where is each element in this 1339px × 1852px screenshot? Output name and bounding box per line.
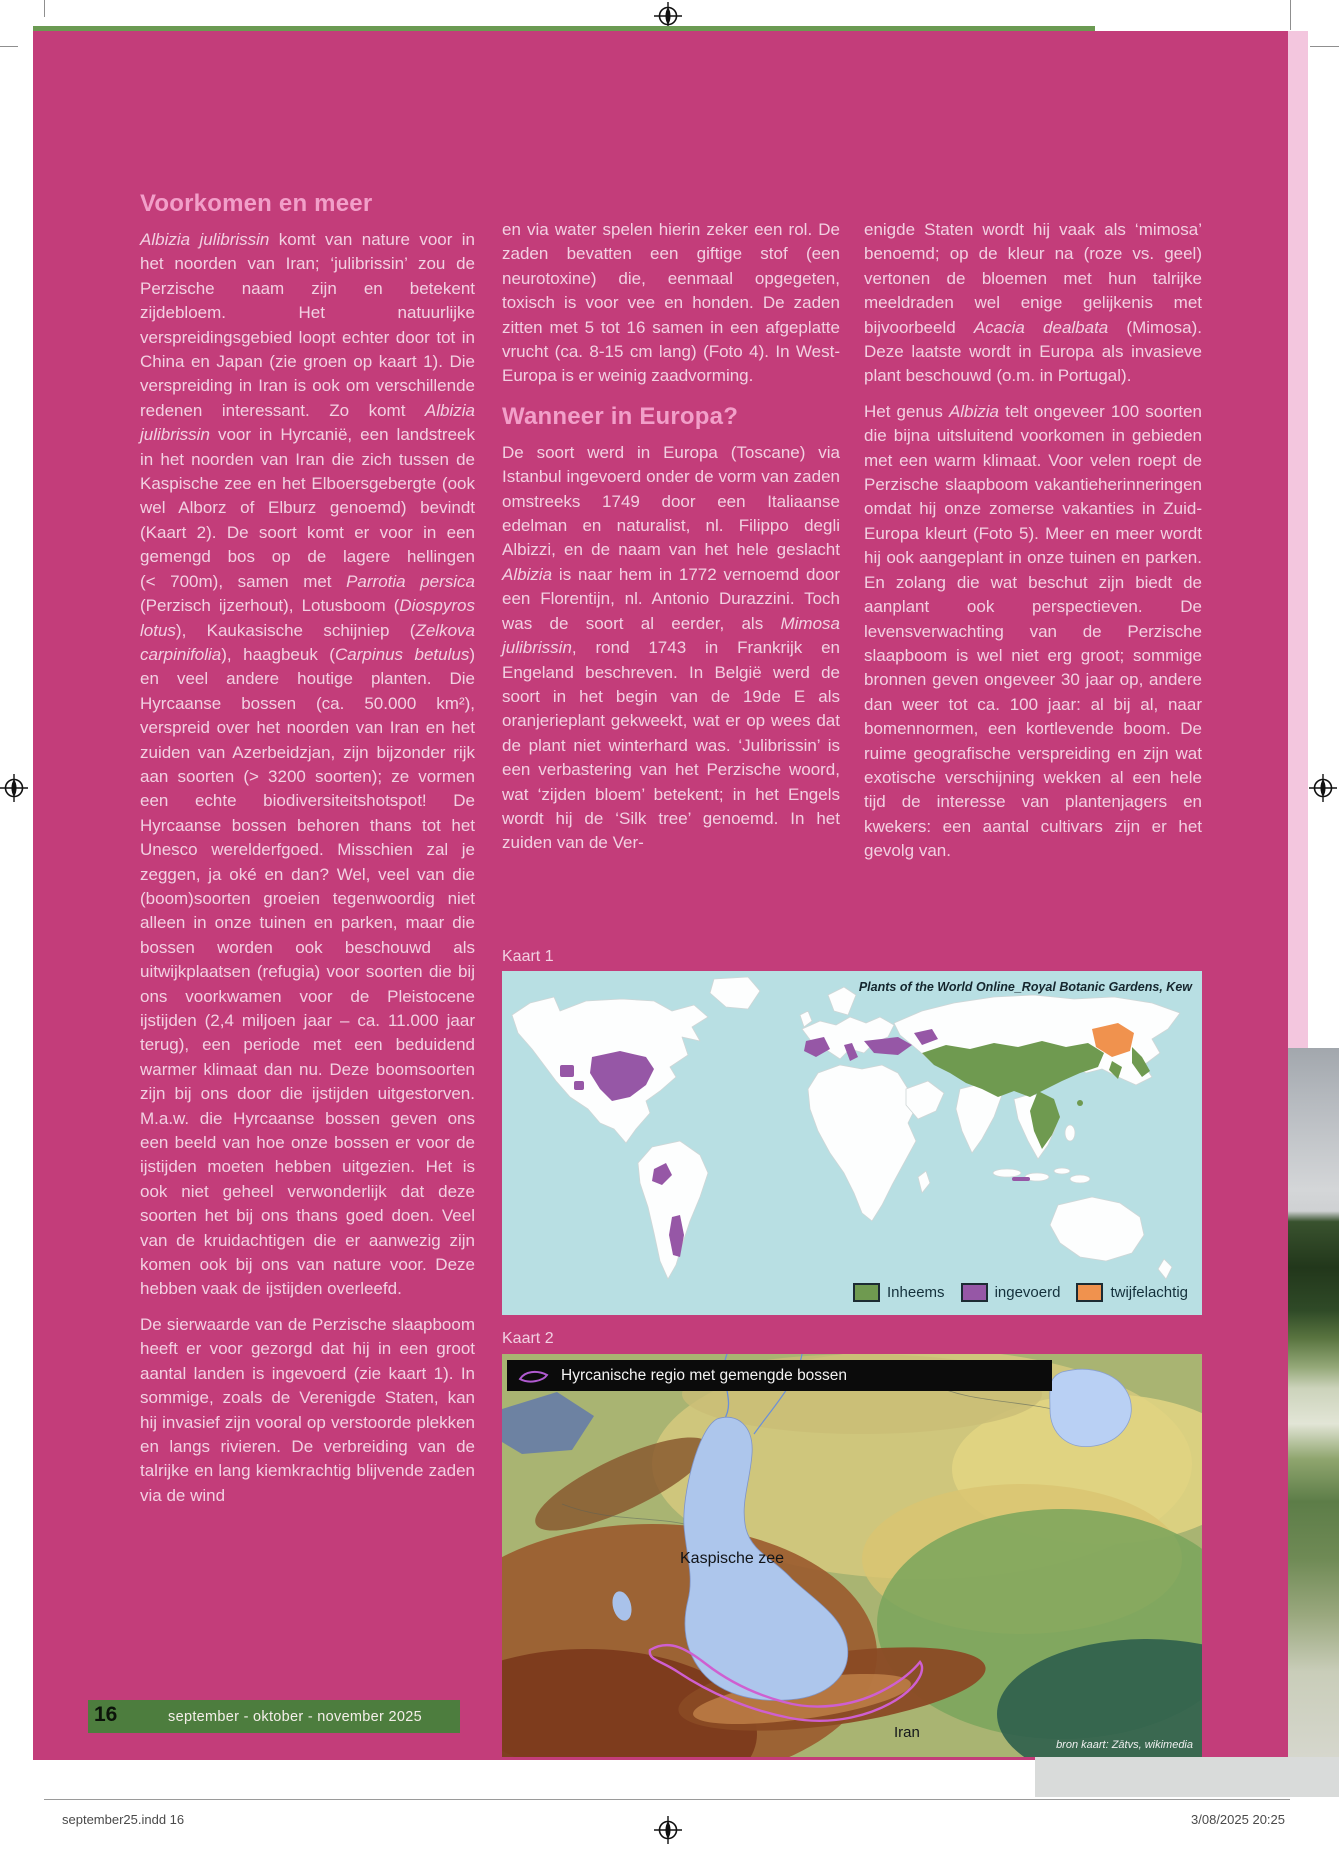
text-column-3 [864, 218, 1202, 875]
crop-mark-top-right-h [1310, 46, 1339, 47]
caspian-sea-label: Kaspische zee [680, 1550, 785, 1567]
text-column-2 [502, 218, 840, 867]
body-paragraph: Albizia julibrissin komt van nature voor in het noorden van Iran; ‘julibrissin’ zou de Perzische naam zijn en betekent zijdebloem. Het natuurlijke verspreidingsgebied loopt echter door tot in China en Japan (zie groen op kaart 1). Die verspreiding in Iran is ook om verschillende redenen interessant. Zo komt Albizia julibrissin voor in Hyrcanië, een landstreek in het noorden van Iran die zich tussen de Kaspische zee en het Elboersgebergte (ook wel Alborz of Elburz genoemd) bevindt (Kaart 2). De soort komt er voor in een gemengd bos op de lagere hellingen (< 700m), samen met Parrotia persica (Perzisch ijzerhout), Lotusboom (Diospyros lotus), Kaukasische schijniep (Zelkova carpinifolia), haagbeuk (Carpinus betulus) en veel andere houtige planten. Die Hyrcaanse bossen (ca. 50.000 km²), verspreid over het noorden van Iran en het zuiden van Azerbeidzjan, zijn bijzonder rijk aan soorten (> 3200 soorten); ze vormen een echte biodiversiteitshotspot! De Hyrcaanse bossen behoren thans tot het Unesco werelderfgoed. Misschien zal je zeggen, ja oké en dan? Wel, veel van die (boom)soorten groeien tegenwoordig niet alleen in onze tuinen en parken, maar die bossen worden ook beschouwd als uitwijkplaatsen (refugia) voor soorten die bij ons voorkwamen voor de Pleistocene ijstijden (2,4 miljoen jaar – ca. 11.000 jaar terug), een periode met een beduidend warmer klimaat dan nu. Deze boomsoorten zijn bij ons door die ijstijden uitgestorven. M.a.w. die Hyrcaanse bossen geven ons een beeld van hoe onze bossen er voor de ijstijden moeten hebben uitgezien. Het is ook niet geheel verwonderlijk dat deze soorten het bij ons thans goed doen. Veel van de kruidachtigen die er aanwezig zijn komen ook bij ons van nature voor. Deze hebben vaak de ijstijden overleefd. [140, 230, 475, 1299]
bottom-trim-rule [44, 1799, 1290, 1800]
hyrcania-topographic-map [502, 1354, 1202, 1757]
map1-caption: Kaart 1 [502, 948, 554, 965]
world-distribution-map [502, 971, 1202, 1315]
section-heading-wanneer: Wanneer in Europa? [502, 402, 739, 430]
footer-bar [88, 1700, 460, 1733]
world-map-graphic [502, 971, 1202, 1315]
body-paragraph: en via water spelen hierin zeker een rol. De zaden bevatten een giftige stof (een neurotoxine) die, eenmaal opgegeten, toxisch is voor vee en honden. De zaden zitten met 5 tot 16 samen in een afgeplatte vrucht (ca. 8-15 cm lang) (Foto 4). In West-Europa is er weinig zaadvorming. [502, 220, 840, 386]
legend-label: ingevoerd [994, 1284, 1061, 1301]
legend-label: twijfelachtig [1110, 1284, 1188, 1301]
body-paragraph: enigde Staten wordt hij vaak als ‘mimosa’ benoemd; op de kleur na (roze vs. geel) vertonen de bloemen met hun talrijke meeldraden wel enige gelijkenis met bijvoorbeeld Acacia dealbata (Mimosa). Deze laatste wordt in Europa als invasieve plant beschouwd (o.m. in Portugal). [864, 220, 1202, 386]
crop-mark-top-right-v [1290, 0, 1291, 30]
registration-mark-bottom [654, 1816, 682, 1844]
crop-mark-top-left-h [0, 46, 18, 47]
map1-legend [853, 1283, 1188, 1302]
map2-legend-bar [507, 1360, 1052, 1391]
neighbour-photo-edge [1288, 1048, 1339, 1757]
native-swatch [853, 1283, 880, 1302]
doubtful-swatch [1076, 1283, 1103, 1302]
registration-mark-left [0, 774, 28, 802]
region-outline-icon [517, 1367, 551, 1385]
print-file-label: september25.indd 16 [62, 1812, 185, 1827]
body-paragraph: De soort werd in Europa (Toscane) via Istanbul ingevoerd onder de vorm van zaden omstreeks 1749 door een Italiaanse edelman en naturalist, nl. Filippo degli Albizzi, en de naam van het hele geslacht Albizia is naar hem in 1772 vernoemd door een Florentijn, nl. Antonio Durazzini. Toch was de soort al eerder, als Mimosa julibrissin, rond 1743 in Frankrijk en Engeland beschreven. In België werd de soort in het begin van de 19de E als oranjerieplant gekweekt, wat er op wees dat de plant niet winterhard was. ‘Julibrissin’ is een verbastering van het Perzische woord, wat ‘zijden bloem’ betekent; in het Engels wordt hij de ‘Silk tree’ genoemd. In het zuiden van de Ver- [502, 442, 840, 853]
introduced-swatch [961, 1283, 988, 1302]
neighbour-photo-bottom [1035, 1757, 1339, 1797]
iran-label: Iran [894, 1724, 920, 1741]
map2-legend-label: Hyrcanische regio met gemengde bossen [561, 1366, 848, 1384]
issue-period: september - oktober - november 2025 [168, 1708, 422, 1725]
body-paragraph: Het genus Albizia telt ongeveer 100 soorten die bijna uitsluitend voorkomen in gebieden met een warm klimaat. Voor velen roept de Perzische slaapboom vakantieherinneringen omdat hij onze zomerse vakanties in Zuid-Europa kleurt (Foto 5). Meer en meer wordt hij ook aangeplant in onze tuinen en parken. En zolang die wat beschut zijn biedt de aanplant ook perspectieven. De levensverwachting van de Perzische slaapboom is wel niet erg groot; sommige bronnen geven ongeveer 30 jaar op, andere dan weer tot ca. 100 jaar: al bij al, naar bomennormen, een kortlevende boom. De ruime geografische verspreiding en zijn wat exotische verschijning wekken al een hele tijd de interesse van plantenjagers en kwekers: een aantal cultivars zijn er het gevolg van. [864, 401, 1202, 861]
print-datetime-label: 3/08/2025 20:25 [1191, 1812, 1285, 1827]
text-column-1 [140, 190, 475, 1519]
page-number: 16 [94, 1703, 118, 1726]
map2-attribution: bron kaart: Zātvs, wikimedia [1056, 1739, 1193, 1751]
legend-item-doubtful [1076, 1283, 1188, 1302]
neighbour-page-strip [1288, 31, 1308, 1048]
registration-mark-right [1309, 774, 1337, 802]
legend-item-native [853, 1283, 945, 1302]
section-heading-voorkomen: Voorkomen en meer [140, 190, 373, 217]
map1-attribution: Plants of the World Online_Royal Botanic Gardens, Kew [858, 980, 1192, 994]
crop-mark-top-left-v [44, 0, 45, 17]
legend-item-introduced [961, 1283, 1061, 1302]
map2-caption: Kaart 2 [502, 1330, 554, 1347]
body-paragraph: De sierwaarde van de Perzische slaapboom heeft er voor gezorgd dat hij in een groot aantal landen is ingevoerd (zie kaart 1). In sommige, zoals de Verenigde Staten, kan hij invasief zijn vooral op verstoorde plekken en langs rivieren. De verbreiding van de talrijke en lang kiemkrachtig blijvende zaden via de wind [140, 1314, 475, 1505]
topographic-map-graphic [502, 1354, 1202, 1757]
legend-label: Inheems [887, 1284, 945, 1301]
